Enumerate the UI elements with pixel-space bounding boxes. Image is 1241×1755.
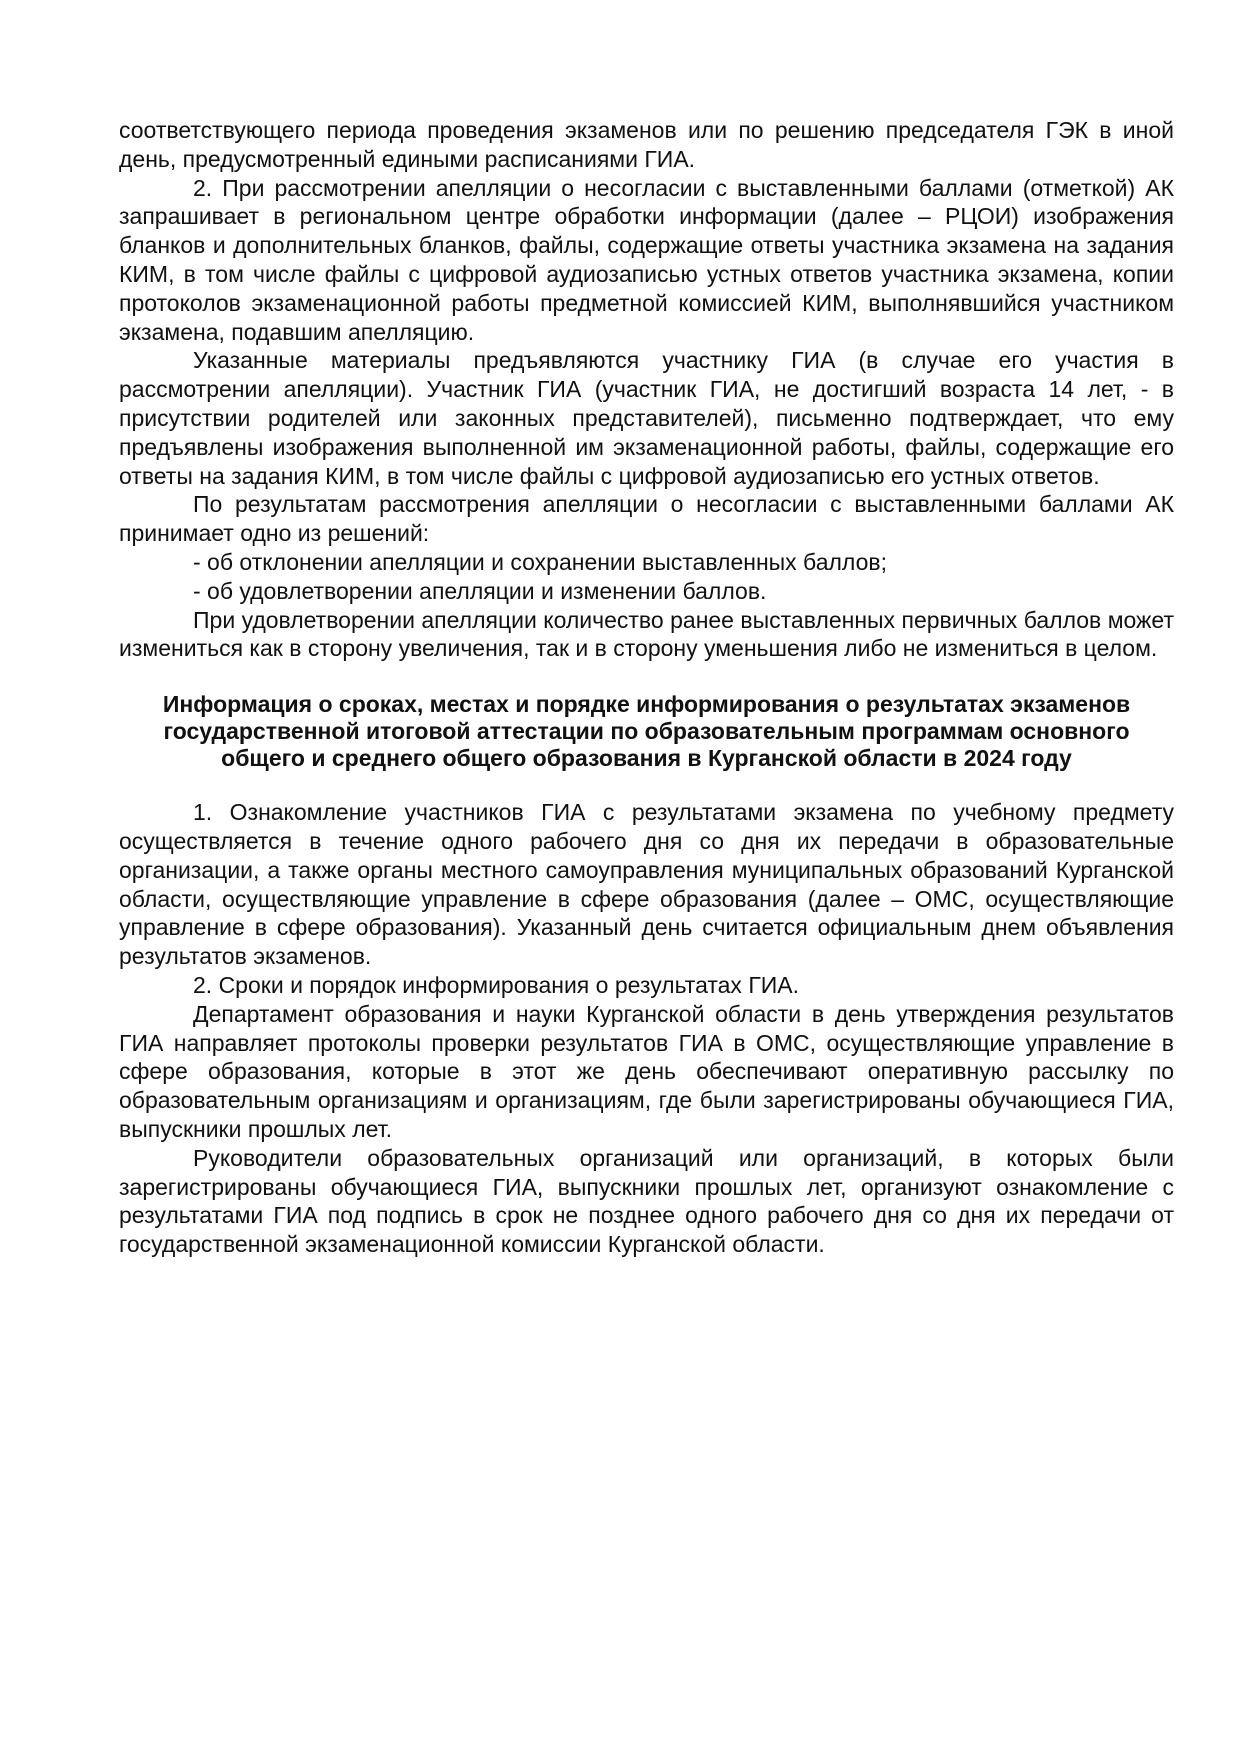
paragraph-materials-presented: Указанные материалы предъявляются участнику ГИА (в случае его участия в рассмотрении апелляции). Участник ГИА (участник ГИА, не достигший возраста 14 лет, - в присутствии родителей или законных представителей), письменно подтверждает, что ему предъявлены изображения выполненной им экзаменационной работы, файлы, содержащие его ответы на задания КИМ, в том числе файлы с цифровой аудиозаписью его устных ответов. (119, 347, 1174, 489)
paragraph-informing-terms: 2. Сроки и порядок информирования о результатах ГИА. (193, 971, 800, 998)
list-item-reject-appeal: - об отклонении апелляции и сохранении выставленных баллов; (193, 548, 887, 575)
paragraph-score-change: При удовлетворении апелляции количество ранее выставленных первичных баллов может измениться как в сторону увеличения, так и в сторону уменьшения либо не измениться в целом. (119, 606, 1174, 662)
paragraph-department-protocols: Департамент образования и науки Курганской области в день утверждения результатов ГИА направляет протоколы проверки результатов ГИА в ОМС, осуществляющие управление в сфере образования, которые в этот же день обеспечивают оперативную рассылку по образовательным организациям и организациям, где были зарегистрированы обучающиеся ГИА, выпускники прошлых лет. (119, 1000, 1174, 1142)
paragraph-appeal-materials-request: 2. При рассмотрении апелляции о несогласии с выставленными баллами (отметкой) АК запрашивает в региональном центре обработки информации (далее – РЦОИ) изображения бланков и дополнительных бланков, файлы, содержащие ответы участника экзамена на задания КИМ, в том числе файлы с цифровой аудиозаписью устных ответов участника экзамена, копии протоколов экзаменационной работы предметной комиссией КИМ, выполнявшийся участником экзамена, подавшим апелляцию. (119, 174, 1174, 345)
paragraph-heads-organize: Руководители образовательных организаций или организаций, в которых были зарегистрированы обучающиеся ГИА, выпускники прошлых лет, организуют ознакомление с результатами ГИА под подпись в срок не позднее одного рабочего дня со дня их передачи от государственной экзаменационной комиссии Курганской области. (119, 1144, 1174, 1258)
paragraph-appeal-decisions: По результатам рассмотрения апелляции о несогласии с выставленными баллами АК принимает одно из решений: (119, 491, 1174, 547)
paragraph-results-familiarization: 1. Ознакомление участников ГИА с результатами экзамена по учебному предмету осуществляется в течение одного рабочего дня со дня их передачи в образовательные организации, а также органы местного самоуправления муниципальных образований Курганской области, осуществляющие управление в сфере образования (далее – ОМС, осуществляющие управление в сфере образования). Указанный день считается официальным днем объявления результатов экзаменов. (119, 799, 1174, 970)
section-heading: Информация о сроках, местах и порядке информирования о результатах экзаменов государственной итоговой аттестации по образовательным программам основного общего и среднего общего образования в Курганской области в 2024 году (162, 691, 1131, 772)
document-body (119, 116, 1174, 1259)
list-item-satisfy-appeal: - об удовлетворении апелляции и изменении баллов. (193, 577, 767, 604)
paragraph-continuation: соответствующего периода проведения экзаменов или по решению председателя ГЭК в иной день, предусмотренный едиными расписаниями ГИА. (119, 117, 1174, 172)
